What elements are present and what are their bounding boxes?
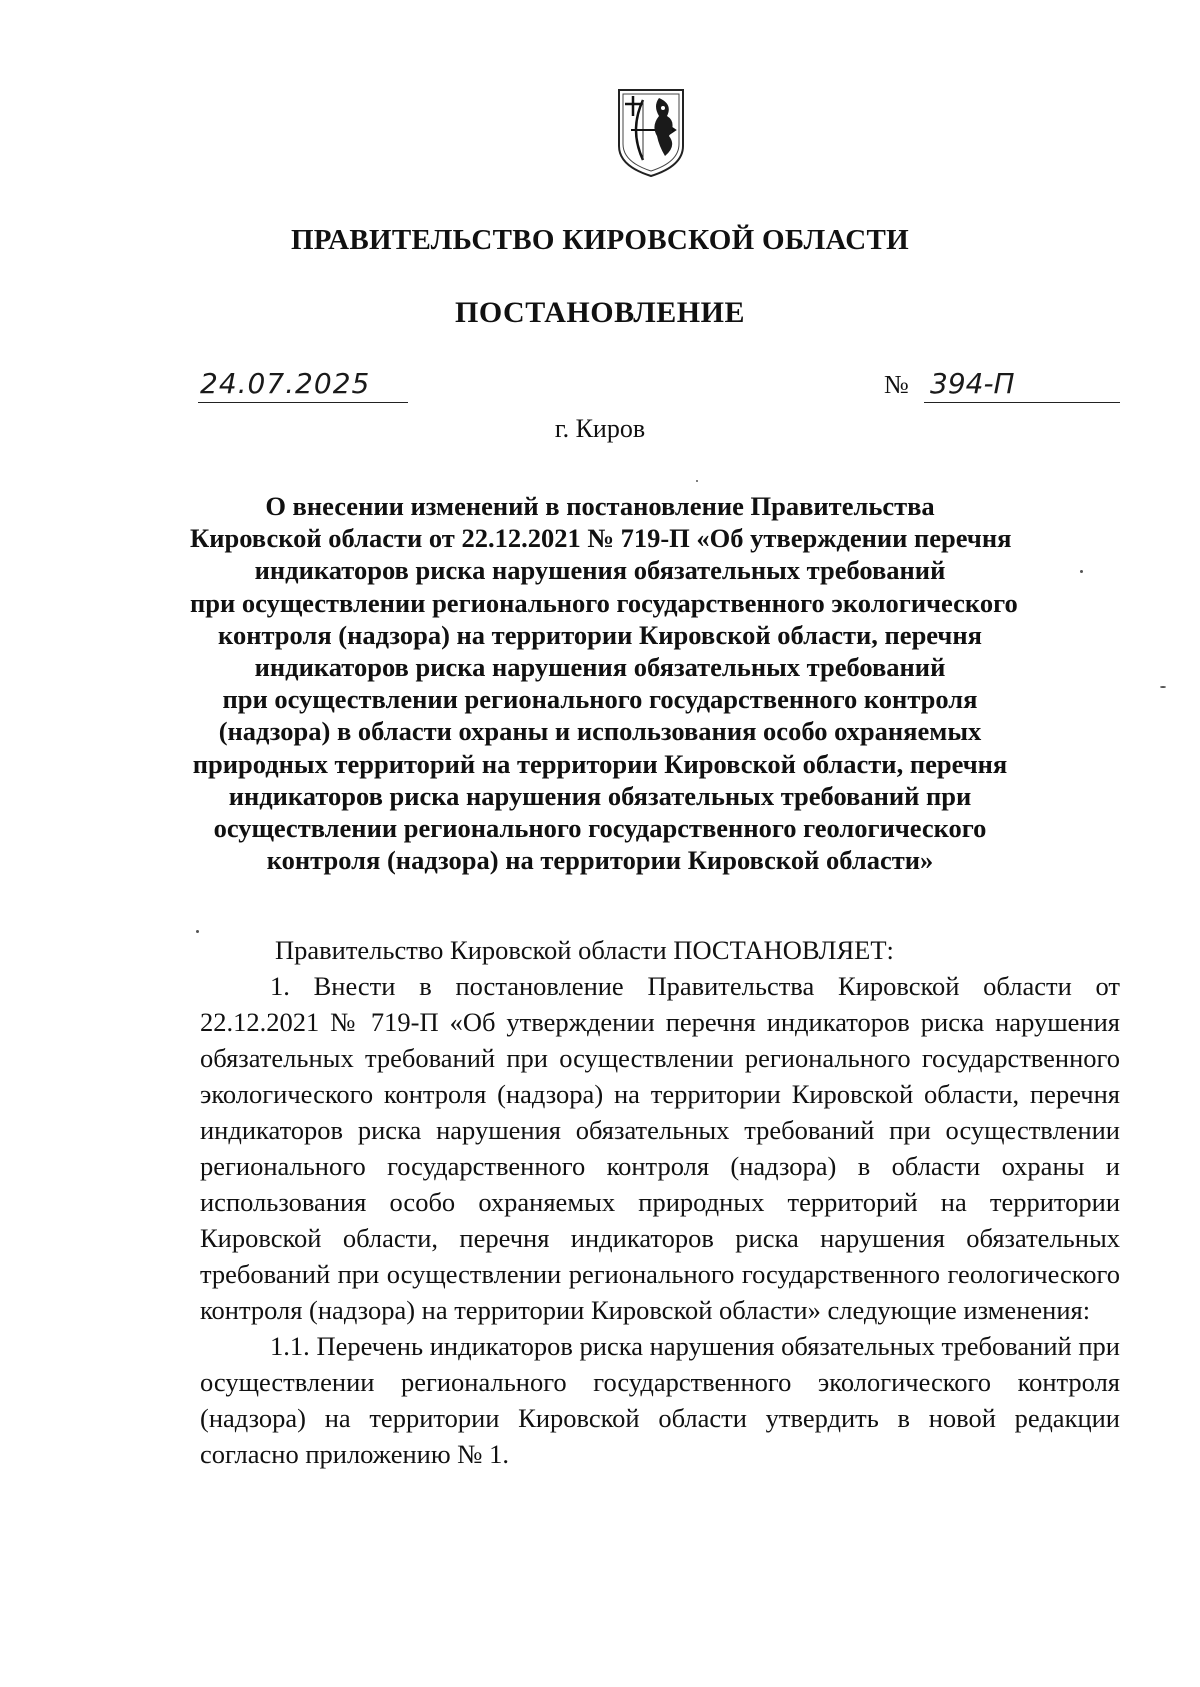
title-line: при осуществлении регионального государственного контроля xyxy=(222,684,978,715)
document-title xyxy=(190,490,1018,876)
item-1-1-paragraph: 1.1. Перечень индикаторов риска нарушения обязательных требований при осуществлении регионального государственного экологического контроля (надзора) на территории Кировской области утвердить в новой редакции согласно приложению № 1. xyxy=(200,1331,1120,1469)
scan-speck xyxy=(196,930,199,933)
scan-speck xyxy=(1080,570,1083,573)
document-number: 394-П xyxy=(924,366,1120,403)
title-line: при осуществлении регионального государственного экологического xyxy=(190,587,1018,618)
number-label: № xyxy=(884,370,909,399)
organization-name: ПРАВИТЕЛЬСТВО КИРОВСКОЙ ОБЛАСТИ xyxy=(290,224,910,256)
title-line: осуществлении регионального государственного геологического xyxy=(213,813,987,844)
document-date: 24.07.2025 xyxy=(198,366,408,403)
scan-speck xyxy=(696,480,698,482)
title-line: (надзора) в области охраны и использования особо охраняемых xyxy=(218,716,982,747)
title-line: О внесении изменений в постановление Правительства xyxy=(265,491,935,521)
title-line: контроля (надзора) на территории Кировской области» xyxy=(266,845,934,876)
title-line: природных территорий на территории Кировской области, перечня xyxy=(192,748,1008,779)
document-type: ПОСТАНОВЛЕНИЕ xyxy=(455,296,745,329)
scan-speck xyxy=(1160,686,1166,688)
title-line: Кировской области от 22.12.2021 № 719-П «Об утверждении перечня xyxy=(190,523,1012,554)
title-line: контроля (надзора) на территории Кировской области, перечня xyxy=(218,619,982,650)
city-name: г. Киров xyxy=(554,414,646,443)
document-body xyxy=(200,932,1120,1472)
title-line: индикаторов риска нарушения обязательных требований при xyxy=(228,780,972,811)
title-line: индикаторов риска нарушения обязательных требований xyxy=(254,555,946,586)
item-1-paragraph: 1. Внести в постановление Правительства Кировской области от 22.12.2021 № 719-П «Об утверждении перечня индикаторов риска нарушения обязательных требований при осуществлении регионального государственного экологического контроля (надзора) на территории Кировской области, перечня индикаторов риска нарушения обязательных требований при осуществлении регионального государственного контроля (надзора) в области охраны и использования особо охраняемых природных территорий на территории Кировской области, перечня индикаторов риска нарушения обязательных требований при осуществлении регионального государственного геологического контроля (надзора) на территории Кировской области» следующие изменения: xyxy=(200,971,1120,1325)
preamble-paragraph: Правительство Кировской области ПОСТАНОВЛЯЕТ: xyxy=(275,935,894,965)
coat-of-arms-icon xyxy=(615,86,687,180)
title-line: индикаторов риска нарушения обязательных требований xyxy=(254,652,946,683)
